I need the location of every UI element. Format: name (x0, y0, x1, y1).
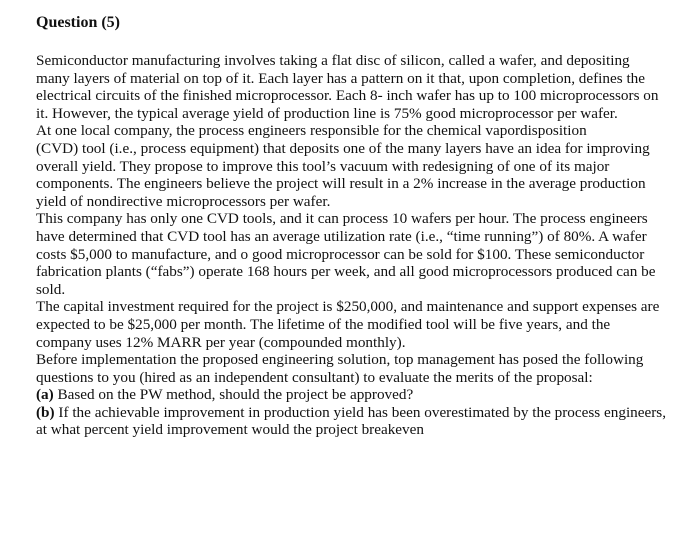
paragraph-wafer-intro: Semiconductor manufacturing involves taking a flat disc of silicon, called a wafer, and depositing many layers of material on top of it. Each layer has a pattern on it that, upon completion, defines the electrical circuits of the finished microprocessor. Each 8- inch wafer has up to 100 microprocessors on it. However, the typical average yield of production line is 75% good microprocessor per wafer. (36, 52, 659, 122)
question-page (36, 12, 666, 439)
part-b (36, 404, 666, 439)
question-body (36, 52, 666, 439)
part-a (36, 386, 666, 404)
part-a-label: (a) (36, 386, 54, 404)
part-b-text: If the achievable improvement in production yield has been overestimated by the process engineers, at what percent yield improvement would the project breakeven (36, 403, 667, 439)
paragraph-cvd-tool: (CVD) tool (i.e., process equipment) that deposits one of the many layers have an idea for improving overall yield. They propose to improve this tool’s vacuum with redesigning of one of its major components. The engineers believe the project will result in a 2% increase in the average production yield of nondirective microprocessors per wafer. (36, 139, 650, 210)
question-title: Question (5) (36, 14, 120, 31)
part-b-label: (b) (36, 403, 55, 421)
paragraph-management-questions: Before implementation the proposed engineering solution, top management has posed the following questions to you (hired as an independent consultant) to evaluate the merits of the proposal: (36, 351, 644, 386)
paragraph-capital-investment: The capital investment required for the project is $250,000, and maintenance and support expenses are expected to be $25,000 per month. The lifetime of the modified tool will be five years, and the company uses 12% MARR per year (compounded monthly). (36, 298, 660, 351)
paragraph-cvd-engineers: At one local company, the process engineers responsible for the chemical vapordisposition (36, 122, 587, 140)
part-a-text: Based on the PW method, should the project be approved? (57, 386, 414, 404)
paragraph-company-capacity: This company has only one CVD tools, and it can process 10 wafers per hour. The process engineers have determined that CVD tool has an average utilization rate (i.e., “time running”) of 80%. A wafer costs $5,000 to manufacture, and o good microprocessor can be sold for $100. These semiconductor fabrication plants (“fabs”) operate 168 hours per week, and all good microprocessors produced can be sold. (36, 210, 656, 298)
